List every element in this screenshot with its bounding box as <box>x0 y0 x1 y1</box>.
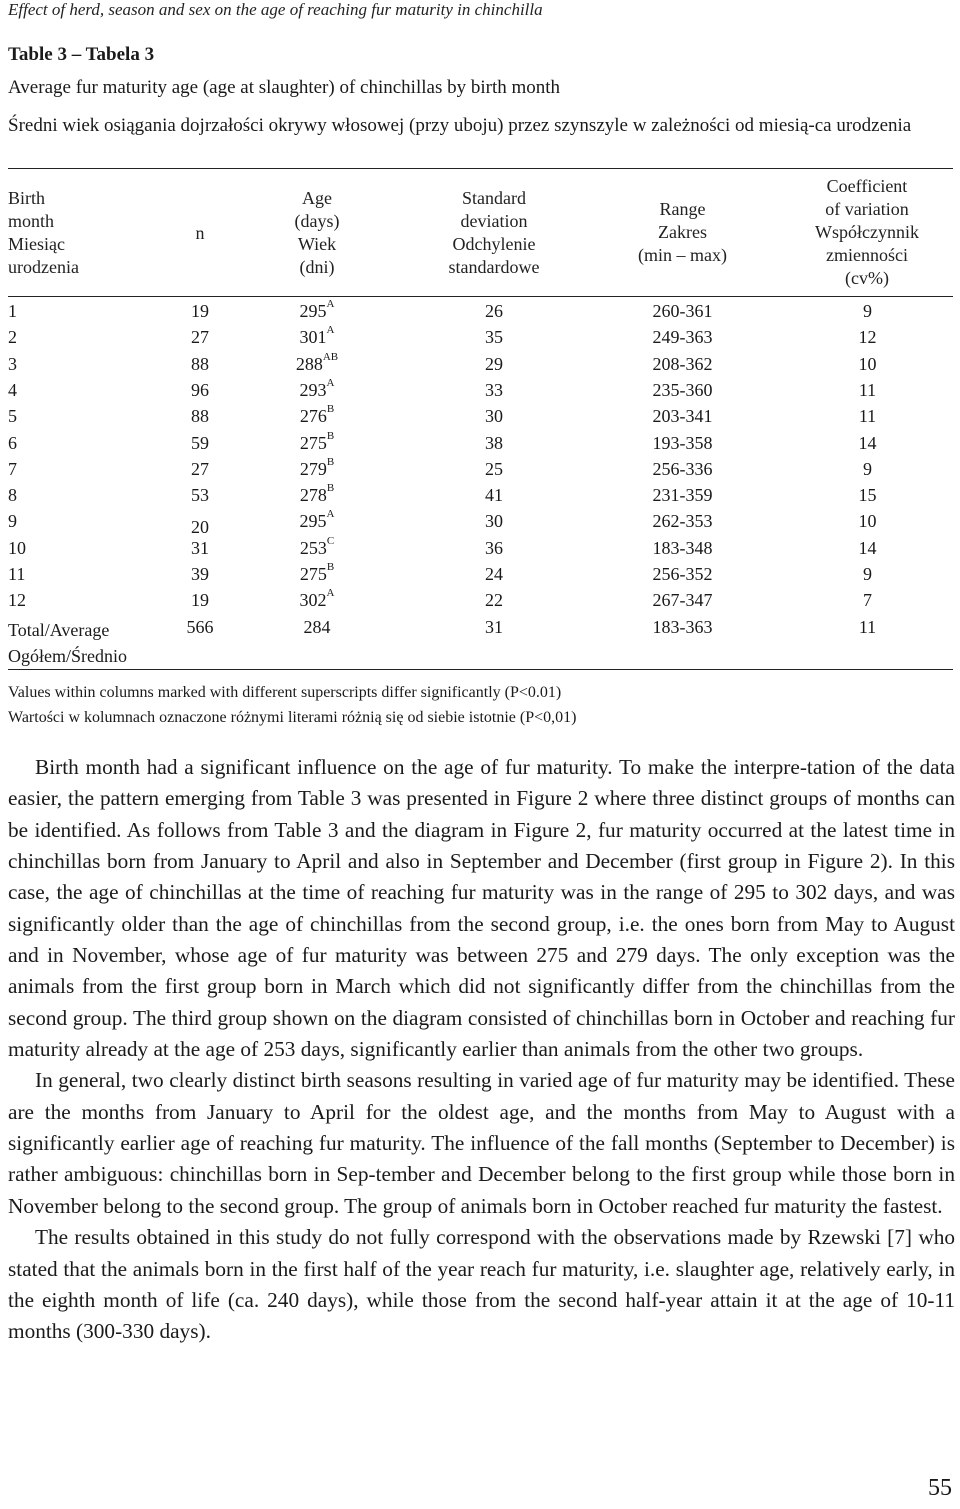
row-cv: 15 <box>858 485 877 506</box>
row-n: 96 <box>191 379 209 400</box>
row-month: 10 <box>8 537 26 558</box>
row-age: $276^B$ <box>299 403 335 427</box>
row-range: 193-358 <box>652 432 713 453</box>
header-age: Age (days) Wiek (dni) <box>294 188 340 277</box>
total-sd: 31 <box>485 617 503 637</box>
row-age: $279^B$ <box>299 455 335 479</box>
row-month: 9 <box>8 511 17 532</box>
significance-superscript: A <box>326 508 335 521</box>
row-sd: 36 <box>485 537 503 558</box>
row-age: $295^A$ <box>299 508 335 532</box>
row-cv: 11 <box>858 379 877 400</box>
row-sd: 25 <box>485 458 503 479</box>
table-caption-pl: Średni wiek osiągania dojrzałości okrywy włosowej (przy uboju) przez szynszyle w zależności od miesią-ca urodzenia <box>8 115 912 136</box>
table-row <box>0 508 960 538</box>
table-row <box>0 298 960 327</box>
row-range: 256-336 <box>652 458 713 479</box>
total-label <box>8 617 127 669</box>
table-row <box>0 455 960 485</box>
table-note-pl: Wartości w kolumnach oznaczone różnymi literami różnią się od siebie istotnie (P<0,01) <box>8 709 577 726</box>
header-range: Range Zakres (min – max) <box>638 199 727 265</box>
row-month: 11 <box>8 564 26 584</box>
paragraph: The results obtained in this study do not fully correspond with the observations made by Rzewski [7] who stated that the animals born in the first half of the year reach fur maturity, i.e. slaughter age, relatively early, in the eighth month of life (ca. 240 days), while those from the second half-year attain it at the age of 10-11 months (300-330 days). <box>8 1225 955 1344</box>
row-range: 183-348 <box>652 537 713 558</box>
table-row <box>0 561 960 590</box>
row-n: 20 <box>191 517 209 538</box>
paragraph: Birth month had a significant influence on the age of fur maturity. To make the interpre-tation of the data easier, the pattern emerging from Table 3 was presented in Figure 2 where three distinct groups of months can be identified. As follows from Table 3 and the diagram in Figure 2, fur maturity occurred at the latest time in chinchillas born from January to April and also in September and December (first group in Figure 2). In this case, the age of chinchillas at the time of reaching fur maturity was in the range of 295 to 302 days, and was significantly older than the age of chinchillas from the second group, i.e. the ones born from May to August and in November, whose age of fur maturity was between 275 and 279 days. The only exception was the animals from the first group born in March which did not significantly differ from the chinchillas from the second group. The third group shown on the diagram consisted of chinchillas born in October and reaching fur maturity already at the age of 253 days, significantly earlier than animals from the other two groups. <box>8 755 955 1062</box>
row-sd: 41 <box>485 485 503 506</box>
total-label-en: Total/Average <box>8 620 110 640</box>
row-age: $275^B$ <box>299 561 335 584</box>
row-age: $253^C$ <box>299 534 335 558</box>
row-cv: 14 <box>858 537 877 558</box>
row-sd: 29 <box>485 353 503 374</box>
row-month: 2 <box>8 327 17 348</box>
table-row <box>0 587 960 616</box>
row-range: 249-363 <box>652 327 713 348</box>
table-row <box>0 403 960 432</box>
row-n: 88 <box>191 406 209 427</box>
row-age: $288^{AB}$ <box>295 350 339 374</box>
total-cv: 11 <box>858 617 877 637</box>
significance-superscript: C <box>326 534 335 547</box>
row-age: $293^A$ <box>299 376 335 400</box>
table-row <box>0 429 960 459</box>
significance-superscript: B <box>326 455 335 468</box>
row-sd: 26 <box>485 301 503 321</box>
row-range: 235-360 <box>652 379 713 400</box>
significance-superscript: A <box>326 376 335 389</box>
table-top-rule <box>8 168 953 169</box>
row-range: 262-353 <box>652 511 713 532</box>
page-number: 55 <box>928 1475 952 1501</box>
row-cv: 10 <box>858 511 877 532</box>
total-age: 284 <box>303 617 331 637</box>
row-sd: 35 <box>485 327 503 348</box>
row-age: $278^B$ <box>299 482 335 506</box>
table-row <box>0 482 960 511</box>
row-age: $295^A$ <box>299 298 335 321</box>
table-title: Table 3 – Tabela 3 <box>8 44 155 65</box>
row-month: 4 <box>8 379 17 400</box>
row-n: 27 <box>191 458 209 479</box>
table-caption-en: Average fur maturity age (age at slaughter) of chinchillas by birth month <box>8 77 561 98</box>
row-cv: 9 <box>863 458 872 479</box>
row-sd: 38 <box>485 432 503 453</box>
significance-superscript: A <box>326 324 335 337</box>
row-sd: 24 <box>485 564 503 584</box>
header-coefficient-of-variation: Coefficient of variation Współczynnik zmienności (cv%) <box>815 176 919 288</box>
header-birth-month: Birth month Miesiąc urodzenia <box>8 188 79 277</box>
significance-superscript: B <box>326 561 335 573</box>
header-standard-deviation: Standard deviation Odchylenie standardowe <box>448 188 540 277</box>
row-range: 256-352 <box>652 564 713 584</box>
table-total-row <box>0 617 960 666</box>
row-cv: 9 <box>863 564 872 584</box>
significance-superscript: A <box>326 587 335 600</box>
total-n: 566 <box>186 617 214 637</box>
row-range: 267-347 <box>652 590 713 611</box>
significance-superscript: B <box>326 429 335 442</box>
running-head: Effect of herd, season and sex on the age of reaching fur maturity in chinchilla <box>8 0 543 19</box>
row-range: 231-359 <box>652 485 713 506</box>
row-cv: 11 <box>858 406 877 427</box>
row-month: 1 <box>8 301 17 321</box>
row-sd: 30 <box>485 511 503 532</box>
row-age: $275^B$ <box>299 429 335 453</box>
row-n: 19 <box>191 301 209 321</box>
row-cv: 12 <box>858 327 877 348</box>
table-header-rule <box>8 296 953 297</box>
table-bottom-rule <box>8 669 953 670</box>
row-age: $301^A$ <box>299 324 335 348</box>
table-note-en: Values within columns marked with different superscripts differ significantly (P<0.01) <box>8 684 562 701</box>
total-label-pl: Ogółem/Średnio <box>8 646 127 666</box>
table-row <box>0 324 960 353</box>
row-n: 88 <box>191 353 209 374</box>
table-row <box>0 534 960 564</box>
row-month: 5 <box>8 406 17 427</box>
table-row <box>0 376 960 406</box>
row-cv: 10 <box>858 353 877 374</box>
row-n: 27 <box>191 327 209 348</box>
row-sd: 30 <box>485 406 503 427</box>
row-cv: 7 <box>863 590 872 611</box>
row-sd: 33 <box>485 379 503 400</box>
body-text <box>8 752 955 1348</box>
row-range: 203-341 <box>652 406 713 427</box>
row-month: 12 <box>8 590 26 611</box>
row-range: 260-361 <box>652 301 713 321</box>
table-row <box>0 350 960 380</box>
header-n: n <box>195 223 205 243</box>
row-month: 8 <box>8 485 17 506</box>
paragraph: In general, two clearly distinct birth seasons resulting in varied age of fur maturity may be identified. These are the months from January to April for the oldest age, and the months from May to August with a significantly earlier age of reaching fur maturity. The influence of the fall months (September to December) is rather ambiguous: chinchillas born in Sep-tember and December belong to the first group while those born in November belong to the second group. The group of animals born in October reached fur maturity the fastest. <box>8 1068 955 1218</box>
row-n: 39 <box>191 564 209 584</box>
row-n: 19 <box>191 590 209 611</box>
significance-superscript: AB <box>322 350 339 363</box>
row-n: 31 <box>191 537 209 558</box>
row-month: 3 <box>8 353 17 374</box>
row-sd: 22 <box>485 590 503 611</box>
row-month: 6 <box>8 432 17 453</box>
total-range: 183-363 <box>652 617 713 637</box>
row-age: $302^A$ <box>299 587 335 611</box>
row-cv: 14 <box>858 432 877 453</box>
significance-superscript: A <box>326 298 335 310</box>
row-n: 59 <box>191 432 209 453</box>
row-n: 53 <box>191 485 209 506</box>
row-month: 7 <box>8 458 17 479</box>
row-cv: 9 <box>863 301 872 321</box>
significance-superscript: B <box>326 482 335 495</box>
significance-superscript: B <box>326 403 335 416</box>
row-range: 208-362 <box>652 353 713 374</box>
